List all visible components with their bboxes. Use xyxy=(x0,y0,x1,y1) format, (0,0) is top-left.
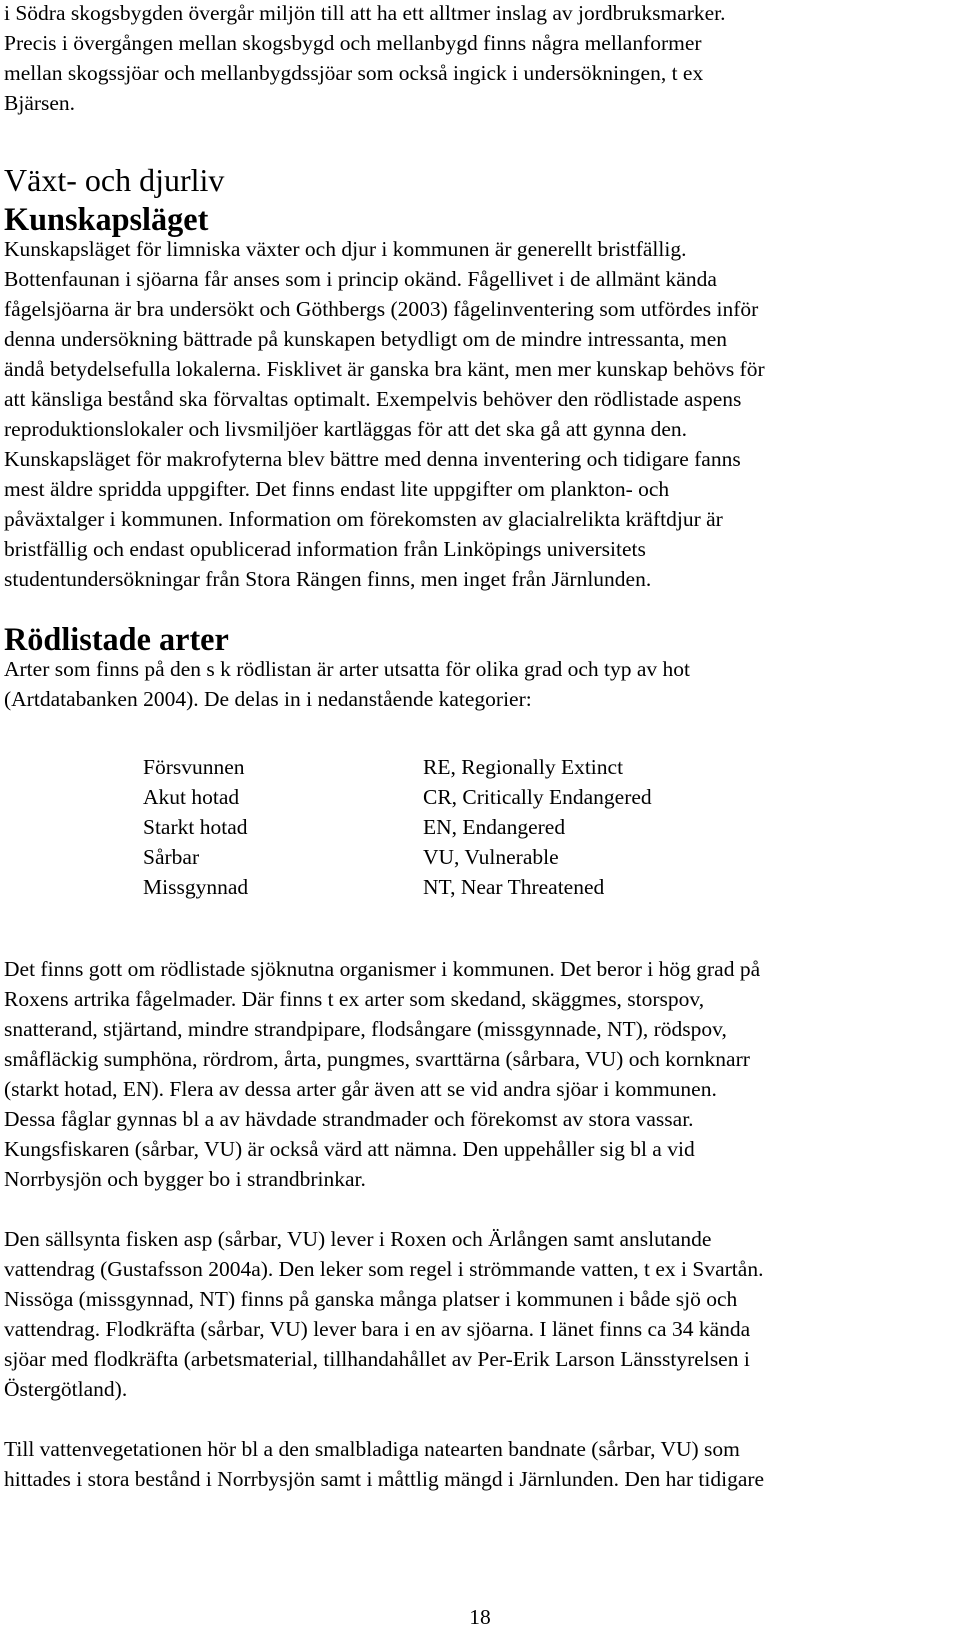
text-line: vattendrag. Flodkräfta (sårbar, VU) lever bara i en av sjöarna. I länet finns ca 34 kända xyxy=(4,1317,751,1341)
category-english-name: RE, Regionally Extinct xyxy=(423,755,624,779)
redlist-category-table xyxy=(143,752,952,902)
text-line: bristfällig och endast opublicerad information från Linköpings universitets xyxy=(4,537,646,561)
knowledge-paragraph xyxy=(4,234,952,594)
knowledge-heading: Kunskapsläget xyxy=(4,201,209,237)
text-line: studentundersökningar från Stora Rängen finns, men inget från Järnlunden. xyxy=(4,567,652,591)
text-line: snatterand, stjärtand, mindre strandpipare, flodsångare (missgynnade, NT), rödspov, xyxy=(4,1017,727,1041)
text-line: Dessa fåglar gynnas bl a av hävdade strandmader och förekomst av stora vassar. xyxy=(4,1107,694,1131)
text-line: Kunskapsläget för limniska växter och djur i kommunen är generellt bristfällig. xyxy=(4,237,687,261)
category-swedish-name: Försvunnen xyxy=(143,755,245,779)
text-line: hittades i stora bestånd i Norrbysjön samt i måttlig mängd i Järnlunden. Den har tidigare xyxy=(4,1467,765,1491)
page-number: 18 xyxy=(469,1605,491,1629)
text-line: Den sällsynta fisken asp (sårbar, VU) lever i Roxen och Ärlången samt anslutande xyxy=(4,1227,712,1251)
text-line: (Artdatabanken 2004). De delas in i nedanstående kategorier: xyxy=(4,687,532,711)
paragraph-gap xyxy=(4,1404,952,1434)
text-line: Kunskapsläget för makrofyterna blev bättre med denna inventering och tidigare fanns xyxy=(4,447,741,471)
redlist-intro-paragraph xyxy=(4,654,952,714)
text-line: påväxtalger i kommunen. Information om förekomsten av glacialrelikta kräftdjur är xyxy=(4,507,723,531)
text-line: sjöar med flodkräfta (arbetsmaterial, tillhandahållet av Per-Erik Larson Länsstyrelsen i xyxy=(4,1347,750,1371)
text-line: småfläckig sumphöna, rördrom, årta, pungmes, svarttärna (sårbara, VU) och kornknarr xyxy=(4,1047,750,1071)
text-line: att känsliga bestånd ska förvaltas optimalt. Exempelvis behöver den rödlistade aspens xyxy=(4,387,742,411)
category-english-name: VU, Vulnerable xyxy=(423,845,559,869)
text-line: i Södra skogsbygden övergår miljön till att ha ett alltmer inslag av jordbruksmarker. xyxy=(4,1,726,25)
document-page xyxy=(4,0,952,1494)
text-line: Bjärsen. xyxy=(4,91,76,115)
text-line: Precis i övergången mellan skogsbygd och mellanbygd finns några mellanformer xyxy=(4,31,702,55)
text-line: (starkt hotad, EN). Flera av dessa arter går även att se vid andra sjöar i kommunen. xyxy=(4,1077,717,1101)
text-line: Östergötland). xyxy=(4,1377,128,1401)
redlist-birds-paragraph xyxy=(4,954,952,1194)
category-swedish-name: Starkt hotad xyxy=(143,815,248,839)
redlist-vegetation-paragraph xyxy=(4,1434,952,1494)
text-line: Bottenfaunan i sjöarna får anses som i princip okänd. Fågellivet i de allmänt kända xyxy=(4,267,717,291)
category-swedish-name: Sårbar xyxy=(143,845,200,869)
text-line: fågelsjöarna är bra undersökt och Göthbergs (2003) fågelinventering som utfördes inför xyxy=(4,297,759,321)
text-line: Norrbysjön och bygger bo i strandbrinkar. xyxy=(4,1167,366,1191)
section-title: Växt- och djurliv xyxy=(4,162,225,198)
text-line: mellan skogssjöar och mellanbygdssjöar som också ingick i undersökningen, t ex xyxy=(4,61,704,85)
text-line: Nissöga (missgynnad, NT) finns på ganska många platser i kommunen i både sjö och xyxy=(4,1287,738,1311)
intro-paragraph xyxy=(4,0,952,118)
text-line: Kungsfiskaren (sårbar, VU) är också värd att nämna. Den uppehåller sig bl a vid xyxy=(4,1137,695,1161)
text-line: ändå betydelsefulla lokalerna. Fisklivet är ganska bra känt, men mer kunskap behövs för xyxy=(4,357,765,381)
text-line: mest äldre spridda uppgifter. Det finns endast lite uppgifter om plankton- och xyxy=(4,477,670,501)
spacer xyxy=(4,902,952,954)
text-line: Roxens artrika fågelmader. Där finns t ex arter som skedand, skäggmes, storspov, xyxy=(4,987,705,1011)
category-swedish-name: Akut hotad xyxy=(143,785,240,809)
category-english-column xyxy=(423,752,843,902)
category-swedish-column xyxy=(143,752,423,902)
category-english-name: EN, Endangered xyxy=(423,815,566,839)
category-english-name: CR, Critically Endangered xyxy=(423,785,652,809)
text-line: Det finns gott om rödlistade sjöknutna organismer i kommunen. Det beror i hög grad på xyxy=(4,957,761,981)
category-swedish-name: Missgynnad xyxy=(143,875,249,899)
redlist-heading: Rödlistade arter xyxy=(4,621,229,657)
text-line: reproduktionslokaler och livsmiljöer kartläggas för att det ska gå att gynna den. xyxy=(4,417,688,441)
redlist-fish-paragraph xyxy=(4,1224,952,1404)
text-line: Till vattenvegetationen hör bl a den smalbladiga natearten bandnate (sårbar, VU) som xyxy=(4,1437,740,1461)
text-line: vattendrag (Gustafsson 2004a). Den leker som regel i strömmande vatten, t ex i Svartån. xyxy=(4,1257,764,1281)
paragraph-gap xyxy=(4,1194,952,1224)
text-line: Arter som finns på den s k rödlistan är arter utsatta för olika grad och typ av hot xyxy=(4,657,691,681)
category-english-name: NT, Near Threatened xyxy=(423,875,605,899)
text-line: denna undersökning bättrade på kunskapen betydligt om de mindre intressanta, men xyxy=(4,327,728,351)
